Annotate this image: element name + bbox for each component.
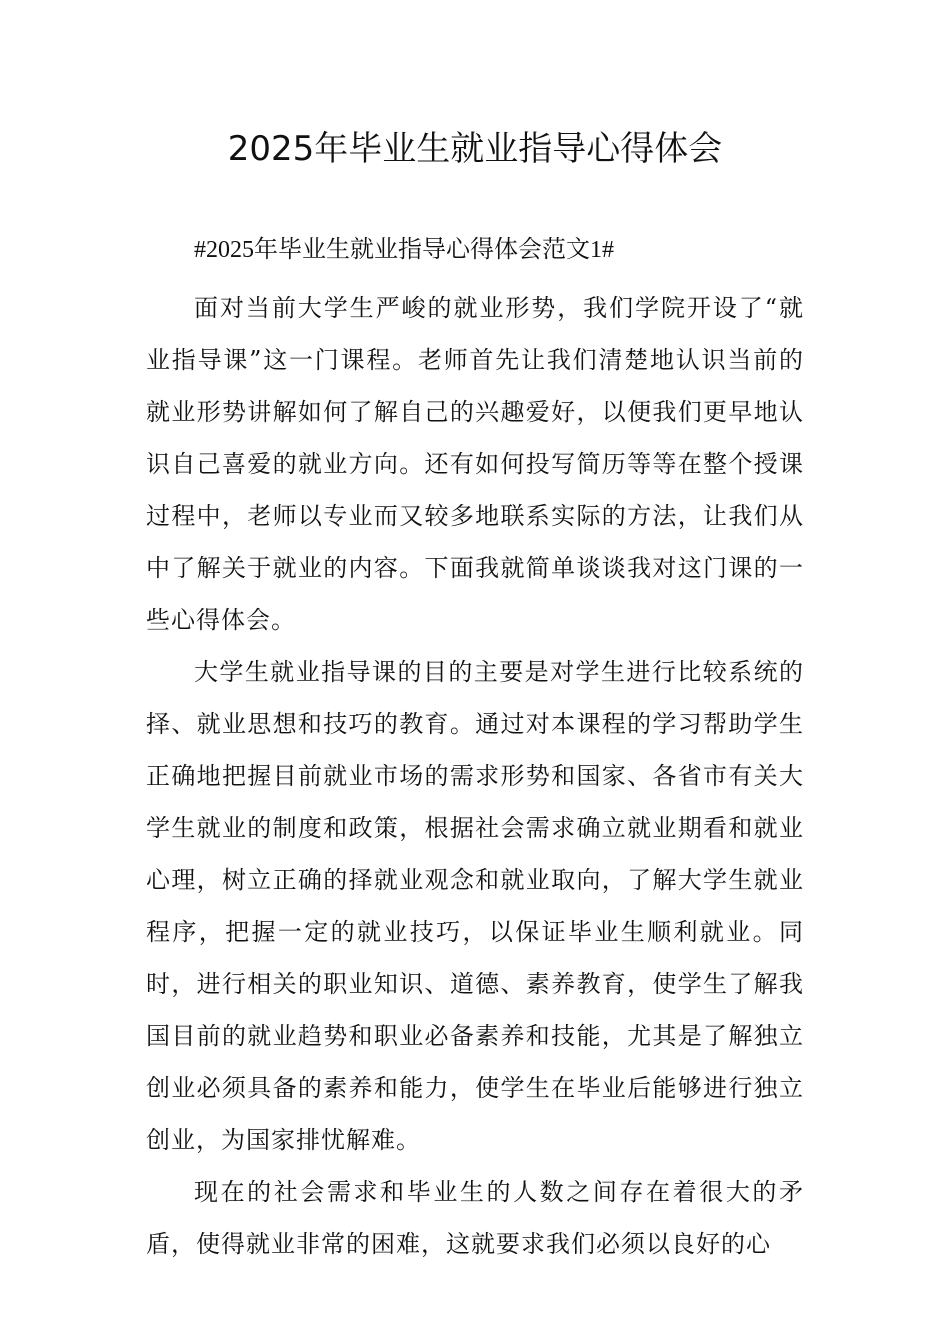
paragraph-2: 大学生就业指导课的目的主要是对学生进行比较系统的择、就业思想和技巧的教育。通过对本课程的学习帮助学生正确地把握目前就业市场的需求形势和国家、各省市有关大学生就业的制度和政策，根据社会需求确立就业期看和就业心理，树立正确的择就业观念和就业取向，了解大学生就业程序，把握一定的就业技巧，以保证毕业生顺利就业。同时，进行相关的职业知识、道德、素养教育，使学生了解我国目前的就业趋势和职业必备素养和技能，尤其是了解独立创业必须具备的素养和能力，使学生在毕业后能够进行独立创业，为国家排忧解难。 (146, 658, 804, 1154)
document-subtitle: #2025年毕业生就业指导心得体会范文1# (194, 237, 614, 263)
paragraph-3: 现在的社会需求和毕业生的人数之间存在着很大的矛盾，使得就业非常的困难，这就要求我们必须以良好的心 (146, 1178, 804, 1258)
document-title: 2025年毕业生就业指导心得体会 (227, 129, 723, 169)
document-body (146, 230, 804, 1270)
paragraph-1: 面对当前大学生严峻的就业形势，我们学院开设了“就业指导课”这一门课程。老师首先让我们清楚地认识当前的就业形势讲解如何了解自己的兴趣爱好，以便我们更早地认识自己喜爱的就业方向。还有如何投写简历等等在整个授课过程中，老师以专业而又较多地联系实际的方法，让我们从中了解关于就业的内容。下面我就简单谈谈我对这门课的一些心得体会。 (146, 294, 804, 634)
